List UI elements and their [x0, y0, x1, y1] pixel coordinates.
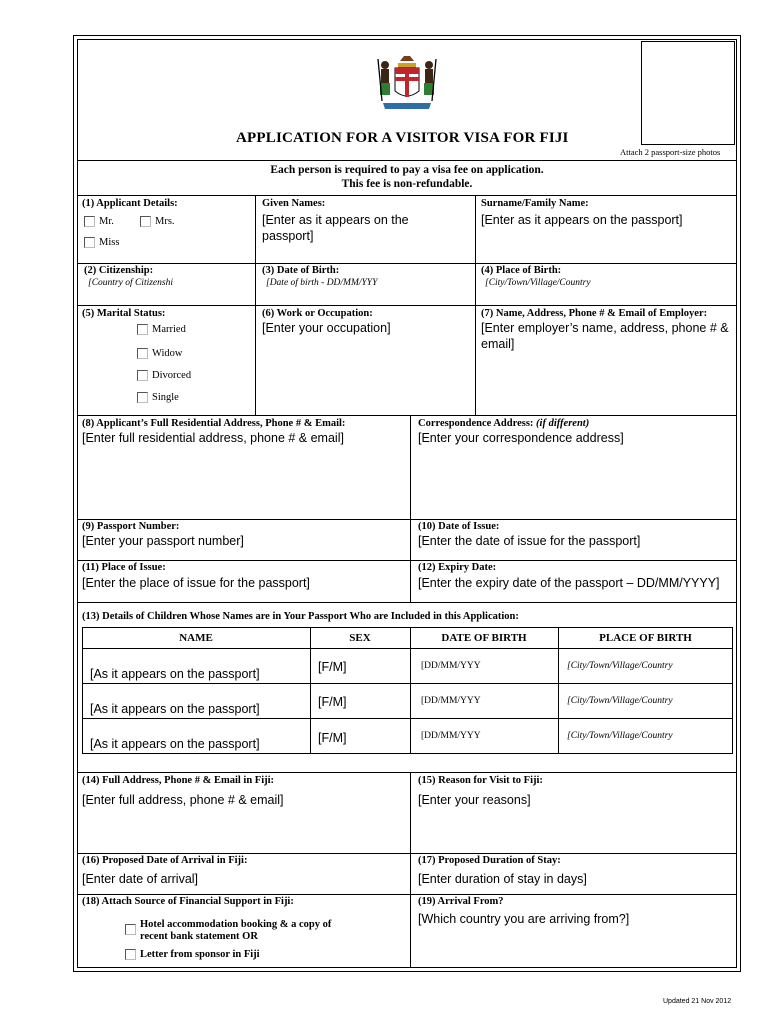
- child-dob-field[interactable]: [DD/MM/YYY: [421, 661, 481, 671]
- if-different-note: (if different): [536, 418, 590, 429]
- child-dob-field[interactable]: [DD/MM/YYY: [421, 731, 481, 741]
- child-name-field[interactable]: [As it appears on the passport]: [90, 667, 260, 681]
- column-header-dob: DATE OF BIRTH: [441, 632, 527, 644]
- visit-reason-label: (15) Reason for Visit to Fiji:: [418, 775, 543, 786]
- date-of-birth-field[interactable]: [Date of birth - DD/MM/YYY: [266, 278, 378, 288]
- child-sex-field[interactable]: [F/M]: [318, 660, 347, 674]
- divider: [77, 415, 737, 416]
- photo-caption: Attach 2 passport-size photos: [620, 147, 721, 157]
- citizenship-field[interactable]: [Country of Citizenshi: [88, 278, 173, 288]
- notice-line-2: This fee is non-refundable.: [341, 178, 473, 190]
- stay-duration-field[interactable]: [Enter duration of stay in days]: [418, 872, 587, 886]
- column-header-pob: PLACE OF BIRTH: [599, 632, 692, 644]
- form-title: APPLICATION FOR A VISITOR VISA FOR FIJI: [236, 130, 569, 146]
- marital-single-checkbox[interactable]: Single: [137, 392, 179, 403]
- divider: [77, 602, 737, 603]
- checkbox-icon: [84, 216, 95, 227]
- divider: [410, 772, 411, 968]
- date-of-issue-label: (10) Date of Issue:: [418, 521, 500, 532]
- divider: [77, 772, 737, 773]
- divider: [77, 195, 737, 196]
- title-mr-checkbox[interactable]: Mr.: [84, 216, 114, 227]
- date-of-birth-label: (3) Date of Birth:: [262, 265, 340, 276]
- support-sponsor-letter-checkbox[interactable]: Letter from sponsor in Fiji: [125, 949, 260, 960]
- checkbox-icon: [137, 324, 148, 335]
- child-sex-field[interactable]: [F/M]: [318, 695, 347, 709]
- correspondence-address-field[interactable]: [Enter your correspondence address]: [418, 431, 624, 445]
- divider: [410, 415, 411, 602]
- support-option-1-line-2: recent bank statement OR: [140, 931, 258, 942]
- marital-widow-checkbox[interactable]: Widow: [137, 348, 183, 359]
- divider: [77, 894, 737, 895]
- visa-fee-notice: [77, 163, 737, 191]
- expiry-date-field[interactable]: [Enter the expiry date of the passport – DD/MM/YYYY]: [418, 576, 720, 590]
- divider: [475, 195, 476, 415]
- child-pob-field[interactable]: [City/Town/Village/Country: [567, 661, 673, 671]
- financial-support-label: (18) Attach Source of Financial Support in Fiji:: [82, 896, 294, 907]
- fiji-address-label: (14) Full Address, Phone # & Email in Fiji:: [82, 775, 275, 786]
- given-names-label: Given Names:: [262, 198, 326, 209]
- column-header-name: NAME: [179, 632, 213, 644]
- children-details-label: (13) Details of Children Whose Names are in Your Passport Who are Included in this Application:: [82, 611, 519, 622]
- support-hotel-bank-checkbox[interactable]: [125, 919, 331, 943]
- child-name-field[interactable]: [As it appears on the passport]: [90, 702, 260, 716]
- divider: [82, 648, 733, 649]
- citizenship-label: (2) Citizenship:: [84, 265, 154, 276]
- child-name-field[interactable]: [As it appears on the passport]: [90, 737, 260, 751]
- photo-attachment-box: [641, 41, 735, 145]
- applicant-details-label: (1) Applicant Details:: [82, 198, 178, 209]
- checkbox-icon: [137, 370, 148, 381]
- title-mrs-checkbox[interactable]: Mrs.: [140, 216, 175, 227]
- place-of-issue-field[interactable]: [Enter the place of issue for the passport]: [82, 576, 310, 590]
- divider: [82, 683, 733, 684]
- arrival-date-label: (16) Proposed Date of Arrival in Fiji:: [82, 855, 248, 866]
- place-of-birth-field[interactable]: [City/Town/Village/Country: [485, 278, 591, 288]
- residential-address-field[interactable]: [Enter full residential address, phone # & email]: [82, 431, 344, 445]
- surname-label: Surname/Family Name:: [481, 198, 589, 209]
- employer-field[interactable]: [Enter employer’s name, address, phone # & email]: [481, 321, 729, 351]
- child-sex-field[interactable]: [F/M]: [318, 731, 347, 745]
- surname-field[interactable]: [Enter as it appears on the passport]: [481, 213, 683, 227]
- fiji-address-field[interactable]: [Enter full address, phone # & email]: [82, 793, 284, 807]
- employer-label: (7) Name, Address, Phone # & Email of Employer:: [481, 308, 708, 319]
- passport-number-label: (9) Passport Number:: [82, 521, 180, 532]
- place-of-issue-label: (11) Place of Issue:: [82, 562, 166, 573]
- divider: [77, 160, 737, 161]
- occupation-label: (6) Work or Occupation:: [262, 308, 373, 319]
- checkbox-icon: [137, 348, 148, 359]
- checkbox-icon: [125, 949, 136, 960]
- notice-line-1: Each person is required to pay a visa fee on application.: [270, 164, 544, 176]
- updated-date: Updated 21 Nov 2012: [663, 998, 732, 1005]
- title-miss-checkbox[interactable]: Miss: [84, 237, 119, 248]
- column-header-sex: SEX: [349, 632, 371, 644]
- stay-duration-label: (17) Proposed Duration of Stay:: [418, 855, 561, 866]
- checkbox-icon: [84, 237, 95, 248]
- checkbox-icon: [125, 924, 136, 935]
- divider: [77, 263, 737, 264]
- checkbox-icon: [140, 216, 151, 227]
- arrival-date-field[interactable]: [Enter date of arrival]: [82, 872, 199, 886]
- marital-married-checkbox[interactable]: Married: [137, 324, 186, 335]
- expiry-date-label: (12) Expiry Date:: [418, 562, 497, 573]
- checkbox-icon: [137, 392, 148, 403]
- marital-status-label: (5) Marital Status:: [82, 308, 166, 319]
- occupation-field[interactable]: [Enter your occupation]: [262, 321, 391, 335]
- child-pob-field[interactable]: [City/Town/Village/Country: [567, 731, 673, 741]
- residential-address-label: (8) Applicant’s Full Residential Address, Phone # & Email:: [82, 418, 346, 429]
- divider: [77, 560, 737, 561]
- given-names-field[interactable]: [Enter as it appears on the passport]: [262, 213, 409, 243]
- divider: [77, 853, 737, 854]
- date-of-issue-field[interactable]: [Enter the date of issue for the passport]: [418, 534, 641, 548]
- passport-number-field[interactable]: [Enter your passport number]: [82, 534, 244, 548]
- child-pob-field[interactable]: [City/Town/Village/Country: [567, 696, 673, 706]
- divider: [82, 718, 733, 719]
- child-dob-field[interactable]: [DD/MM/YYY: [421, 696, 481, 706]
- place-of-birth-label: (4) Place of Birth:: [481, 265, 562, 276]
- visit-reason-field[interactable]: [Enter your reasons]: [418, 793, 531, 807]
- correspondence-address-label: Correspondence Address: (if different): [418, 418, 590, 429]
- marital-divorced-checkbox[interactable]: Divorced: [137, 370, 191, 381]
- arrival-from-field[interactable]: [Which country you are arriving from?]: [418, 912, 630, 926]
- divider: [77, 519, 737, 520]
- divider: [255, 195, 256, 415]
- support-option-1-line-1: Hotel accommodation booking & a copy of: [140, 919, 332, 930]
- arrival-from-label: (19) Arrival From?: [418, 896, 504, 907]
- coat-of-arms-icon: [373, 55, 441, 117]
- divider: [77, 305, 737, 306]
